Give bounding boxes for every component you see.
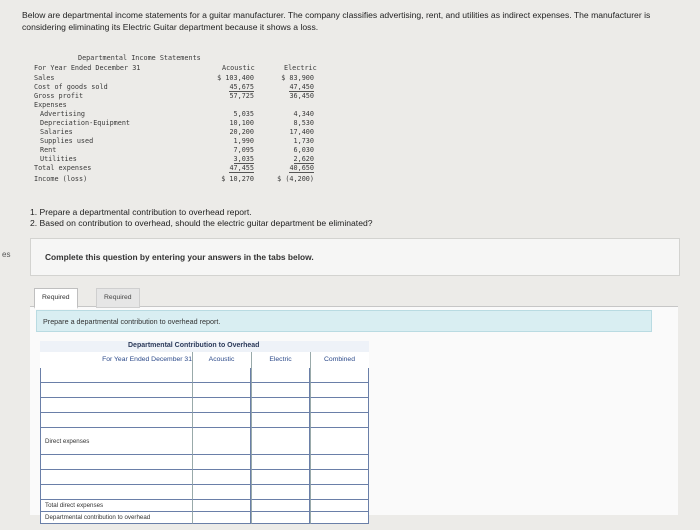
table-row [40, 455, 369, 470]
statement-acoustic-value: 3,035 [233, 155, 254, 163]
electric-cell[interactable] [251, 512, 310, 524]
combined-cell[interactable] [310, 500, 369, 512]
problem-intro: Below are departmental income statements for a guitar manufacturer. The company classifies advertising, rent, and utilities as indirect expenses. The manufacturer is considering eliminating its Electric Guitar department because it shows a loss. [22, 10, 651, 32]
table-row [40, 398, 369, 413]
combined-cell[interactable] [310, 455, 369, 470]
statement-row-label: Supplies used [40, 137, 94, 145]
table-header-row [40, 352, 369, 369]
acoustic-cell[interactable] [192, 368, 251, 383]
instruction-text: Complete this question by entering your answers in the tabs below. [45, 252, 314, 262]
statement-row [30, 164, 342, 173]
statement-electric-value: 1,730 [293, 137, 314, 145]
statement-row-label: Depreciation-Equipment [40, 119, 131, 127]
acoustic-cell[interactable] [192, 512, 251, 524]
statement-acoustic-value: 57,725 [229, 92, 254, 100]
statement-row-label: Utilities [40, 155, 77, 163]
electric-cell[interactable] [251, 368, 310, 383]
statement-acoustic-value: 20,200 [229, 128, 254, 136]
combined-cell[interactable] [310, 485, 369, 500]
combined-cell[interactable] [310, 368, 369, 383]
electric-cell [251, 428, 310, 455]
statement-acoustic-value: $ 103,400 [217, 74, 254, 82]
header-divider [251, 352, 252, 368]
row-label-cell[interactable] [40, 413, 192, 428]
statement-acoustic-value: 45,675 [229, 83, 254, 91]
electric-cell[interactable] [251, 455, 310, 470]
statement-row [30, 119, 342, 128]
statement-row-label: Sales [34, 74, 55, 82]
statement-row-label: Total expenses [34, 164, 92, 172]
statement-row-label: Gross profit [34, 92, 84, 100]
table-title-row [40, 341, 369, 352]
acoustic-input[interactable] [193, 518, 250, 529]
acoustic-cell[interactable] [192, 398, 251, 413]
col-combined: Combined [324, 356, 355, 363]
statement-col-electric: Electric [284, 64, 317, 72]
statement-row [30, 83, 342, 92]
question-1: 1. Prepare a departmental contribution to overhead report. [30, 207, 252, 217]
statement-electric-value: 4,340 [293, 110, 314, 118]
electric-cell[interactable] [251, 398, 310, 413]
statement-acoustic-value: 1,990 [233, 137, 254, 145]
header-divider [192, 352, 193, 368]
statement-row [30, 101, 342, 110]
statement-row [30, 92, 342, 101]
acoustic-cell[interactable] [192, 500, 251, 512]
acoustic-cell [192, 428, 251, 455]
statement-acoustic-value: 47,455 [229, 164, 254, 172]
row-label-text: Direct expenses [45, 438, 90, 445]
statement-electric-value: 8,530 [293, 119, 314, 127]
statement-row [30, 155, 342, 164]
tab-required-1[interactable]: Required [34, 288, 78, 309]
row-label-cell[interactable] [40, 368, 192, 383]
electric-cell[interactable] [251, 470, 310, 485]
statement-electric-value: $ (4,200) [277, 175, 314, 183]
row-label-cell[interactable] [40, 383, 192, 398]
acoustic-cell[interactable] [192, 455, 251, 470]
electric-cell[interactable] [251, 413, 310, 428]
statement-electric-value: 6,030 [293, 146, 314, 154]
row-label-cell[interactable] [40, 485, 192, 500]
statement-title: Departmental Income Statements [78, 54, 201, 62]
question-2: 2. Based on contribution to overhead, should the electric guitar department be eliminated? [30, 218, 373, 228]
electric-cell[interactable] [251, 383, 310, 398]
statement-row-label: Expenses [34, 101, 67, 109]
statement-electric-value: 47,450 [289, 83, 314, 91]
statement-row-label: Rent [40, 146, 57, 154]
header-divider [310, 352, 311, 368]
statement-period: For Year Ended December 31 [34, 64, 141, 72]
electric-cell[interactable] [251, 485, 310, 500]
statement-electric-value: $ 83,900 [281, 74, 314, 82]
statement-electric-value: 17,400 [289, 128, 314, 136]
electric-cell[interactable] [251, 500, 310, 512]
statement-row [30, 128, 342, 137]
statement-row [30, 74, 342, 83]
table-row [40, 485, 369, 500]
statement-row-label: Cost of goods sold [34, 83, 108, 91]
row-label-cell[interactable] [40, 455, 192, 470]
col-electric: Electric [269, 356, 292, 363]
period-label: For Year Ended December 31 [102, 356, 192, 363]
combined-cell[interactable] [310, 413, 369, 428]
statement-row-label: Advertising [40, 110, 86, 118]
total-direct-expenses-row [40, 500, 369, 512]
statement-acoustic-value: $ 10,270 [221, 175, 254, 183]
statement-row [30, 146, 342, 155]
combined-cell[interactable] [310, 383, 369, 398]
statement-electric-value: 36,450 [289, 92, 314, 100]
table-row [40, 413, 369, 428]
statement-electric-value: 2,620 [293, 155, 314, 163]
tab-required-2[interactable]: Required [96, 288, 140, 308]
table-row [40, 470, 369, 485]
row-label-cell [40, 512, 192, 524]
statement-col-acoustic: Acoustic [222, 64, 255, 72]
col-acoustic: Acoustic [208, 356, 235, 363]
combined-cell[interactable] [310, 512, 369, 524]
section-row [40, 428, 369, 455]
table-row [40, 383, 369, 398]
prompt-bar [36, 310, 652, 332]
questions [30, 207, 373, 229]
combined-cell[interactable] [310, 470, 369, 485]
electric-input[interactable] [252, 518, 309, 529]
row-label-cell [40, 500, 192, 512]
margin-label: es [2, 250, 11, 259]
row-label-cell [40, 428, 192, 455]
statement-acoustic-value: 7,095 [233, 146, 254, 154]
combined-cell [310, 428, 369, 455]
table-title: Departmental Contribution to Overhead [128, 342, 260, 349]
instruction-bar [30, 238, 680, 276]
acoustic-cell[interactable] [192, 413, 251, 428]
statement-row [30, 137, 342, 146]
acoustic-cell[interactable] [192, 470, 251, 485]
acoustic-cell[interactable] [192, 383, 251, 398]
statement-row [30, 110, 342, 119]
prompt-text: Prepare a departmental contribution to overhead report. [43, 317, 221, 326]
combined-input[interactable] [311, 518, 368, 529]
combined-cell[interactable] [310, 398, 369, 413]
row-label-text: Departmental contribution to overhead [45, 514, 151, 521]
statement-row-label: Salaries [40, 128, 73, 136]
table-row [40, 368, 369, 383]
row-label-text: Total direct expenses [45, 502, 104, 509]
statement-electric-value: 40,650 [289, 164, 314, 172]
row-label-cell[interactable] [40, 398, 192, 413]
statement-row-label: Income (loss) [34, 175, 88, 183]
row-label-cell[interactable] [40, 470, 192, 485]
acoustic-cell[interactable] [192, 485, 251, 500]
contribution-row [40, 512, 369, 524]
statement-acoustic-value: 10,100 [229, 119, 254, 127]
statement-row [30, 175, 342, 184]
statement-acoustic-value: 5,035 [233, 110, 254, 118]
